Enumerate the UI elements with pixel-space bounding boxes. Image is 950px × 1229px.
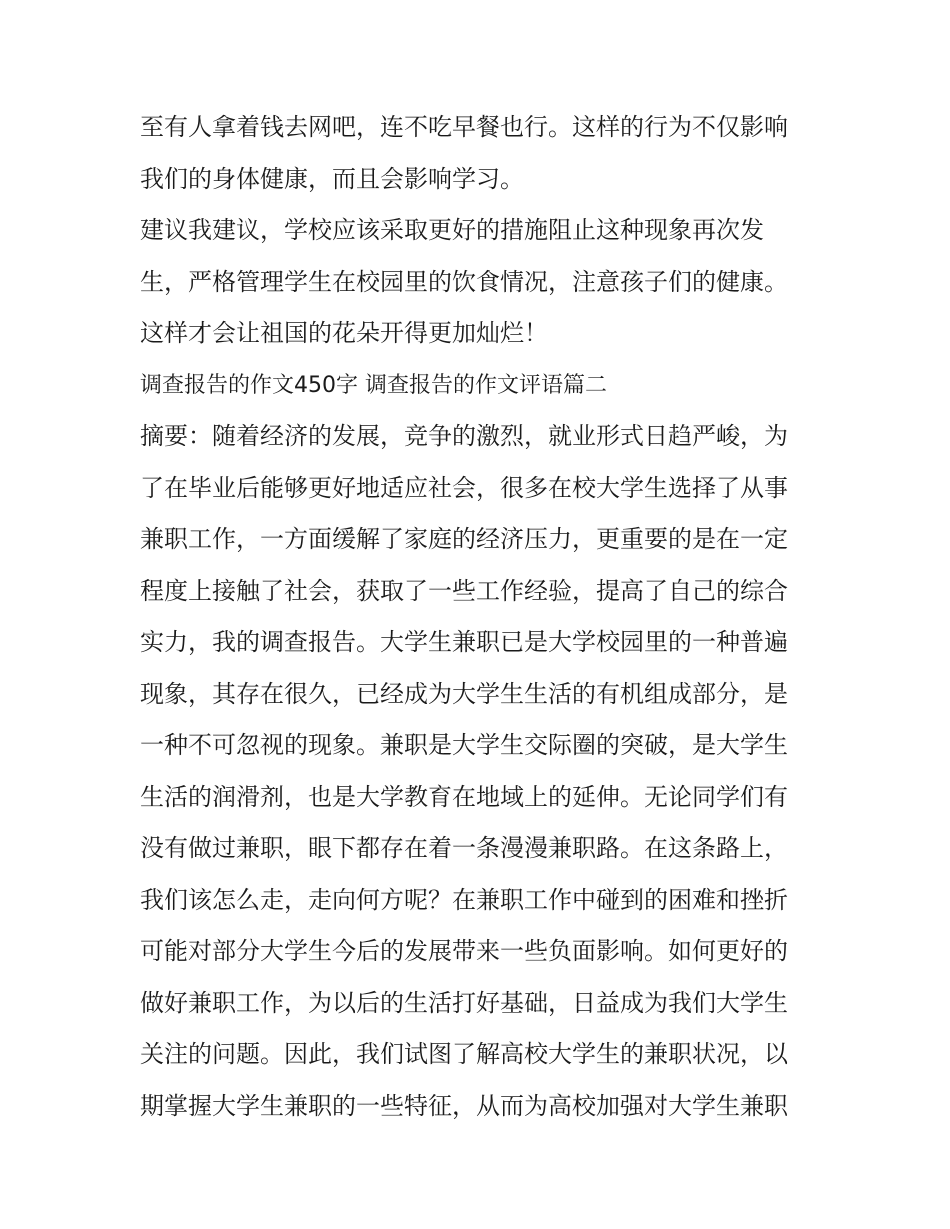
text-line: 至有人拿着钱去网吧，连不吃早餐也行。这样的行为不仅影响 (140, 113, 788, 141)
text-line: 程度上接触了社会，获取了一些工作经验，提高了自己的综合 (140, 576, 788, 605)
text-line: 做好兼职工作，为以后的生活打好基础，日益成为我们大学生 (140, 988, 788, 1017)
text-line: 兼职工作，一方面缓解了家庭的经济压力，更重要的是在一定 (140, 525, 788, 553)
text-line: 一种不可忽视的现象。兼职是大学生交际圈的突破，是大学生 (140, 731, 788, 759)
text-line: 实力，我的调查报告。大学生兼职已是大学校园里的一种普遍 (140, 628, 788, 656)
text-line: 生，严格管理学生在校园里的饮食情况，注意孩子们的健康。 (140, 267, 788, 296)
text-line: 摘要：随着经济的发展，竞争的激烈，就业形式日趋严峻，为 (140, 422, 788, 450)
text-line: 生活的润滑剂，也是大学教育在地域上的延伸。无论同学们有 (140, 782, 788, 811)
section-heading: 调查报告的作文450字 调查报告的作文评语篇二 (140, 372, 607, 398)
text-line: 现象，其存在很久，已经成为大学生生活的有机组成部分，是 (140, 679, 788, 708)
text-line: 我们该怎么走，走向何方呢？在兼职工作中碰到的困难和挫折 (140, 885, 788, 914)
text-line: 我们的身体健康，而且会影响学习。 (140, 164, 524, 193)
text-line: 没有做过兼职，眼下都存在着一条漫漫兼职路。在这条路上， (140, 834, 788, 862)
document-body (140, 102, 820, 1132)
text-line: 了在毕业后能够更好地适应社会，很多在校大学生选择了从事 (140, 473, 788, 502)
text-line: 建议我建议，学校应该采取更好的措施阻止这种现象再次发 (140, 216, 764, 244)
text-line: 关注的问题。因此，我们试图了解高校大学生的兼职状况，以 (140, 1040, 788, 1068)
text-line: 可能对部分大学生今后的发展带来一些负面影响。如何更好的 (140, 937, 788, 965)
text-line: 这样才会让祖国的花朵开得更加灿烂！ (140, 319, 548, 347)
text-line: 期掌握大学生兼职的一些特征，从而为高校加强对大学生兼职 (140, 1091, 788, 1120)
